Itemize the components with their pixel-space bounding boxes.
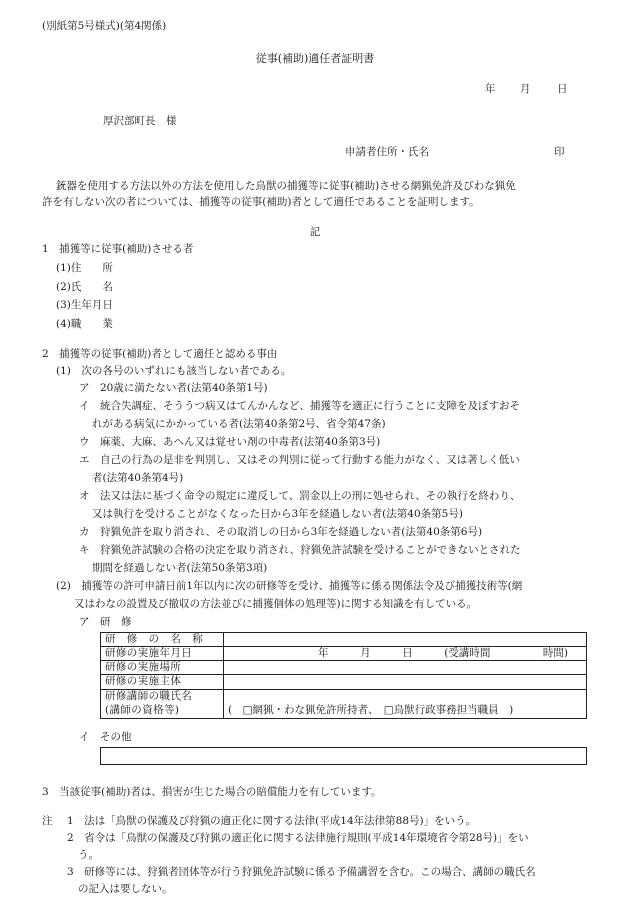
row-label-training-name: 研 修 の 名 称 [101, 633, 224, 647]
ki-heading: 記 [309, 226, 321, 238]
table-row [101, 661, 587, 675]
training-heading: ア 研 修 [79, 616, 132, 628]
criterion-o-line2: 又は執行を受けることがなくなった日から3年を経過しない者(法第40条第5号) [92, 508, 463, 520]
table-row [101, 633, 587, 647]
section-3-text: 3 当該従事(補助)者は、損害が生じた場合の賠償能力を有しています。 [42, 786, 382, 798]
para-2-2-line1: (2) 捕獲等の許可申請日前1年以内に次の研修等を受け、捕獲等に係る関係法令及び捕獲技術等(網 [56, 580, 523, 592]
row-label-training-date: 研修の実施年月日 [101, 647, 224, 661]
training-place-field[interactable] [224, 661, 587, 675]
criterion-a: ア 20歳に満たない者(法第40条第1号) [79, 382, 268, 394]
other-input-box[interactable] [100, 747, 587, 765]
notes-label: 注 [42, 815, 53, 827]
document-title: 従事(補助)適任者証明書 [255, 52, 375, 65]
para-2-2-line2: 又はわなの設置及び撤収の方法並びに捕獲個体の処理等)に関する知識を有している。 [74, 598, 478, 610]
date-year: 年 [485, 83, 496, 95]
criterion-ka: カ 狩猟免許を取り消され、その取消しの日から3年を経過しない者(法第40条第6号) [79, 526, 483, 538]
lecturer-label-line2: (講師の資格等) [105, 703, 180, 716]
lecturer-qualification-options: ( □網猟・わな猟免許所持者、 □鳥獣行政事務担当職員 ) [228, 703, 514, 716]
criterion-i-line1: イ 統合失調症、そううつ病又はてんかんなど、捕獲等を適正に行うことに支障を及ぼすおそ [79, 400, 520, 412]
training-organizer-field[interactable] [224, 675, 587, 689]
table-row [101, 689, 587, 718]
criterion-e-line2: 者(法第40条第4号) [92, 472, 184, 484]
training-date-day: 日 [402, 647, 413, 660]
section-1-heading: 1 捕獲等に従事(補助)させる者 [42, 243, 194, 255]
criterion-ki-line2: 期間を経過しない者(法第50条第3項) [92, 562, 268, 574]
form-number: (別紙第5号様式)(第4関係) [42, 20, 167, 32]
table-row [101, 675, 587, 689]
item-birthdate: (3)生年月日 [56, 299, 113, 311]
lecturer-field[interactable] [224, 689, 587, 718]
applicant-label: 申請者住所・氏名 [345, 146, 429, 158]
note-3-line2: の記入は要しない。 [78, 883, 173, 895]
section-2-heading: 2 捕獲等の従事(補助)者として適任と認める事由 [42, 348, 278, 360]
lecturer-label-line1: 研修講師の職氏名 [105, 690, 193, 703]
row-label-training-place: 研修の実施場所 [101, 661, 224, 675]
training-name-field[interactable] [224, 633, 587, 647]
item-name: (2)氏 名 [56, 281, 113, 293]
training-date-year: 年 [318, 647, 329, 660]
item-address: (1)住 所 [56, 262, 113, 274]
criterion-o-line1: オ 法又は法に基づく命令の規定に違反して、罰金以上の刑に処せられ、その執行を終わり、 [79, 490, 521, 502]
criterion-ki-line1: キ 狩猟免許試験の合格の決定を取り消され、狩猟免許試験を受けることができないとされた [79, 544, 521, 556]
note-1: 1 法は「鳥獣の保護及び狩猟の適正化に関する法律(平成14年法律第88号)」をいう。 [67, 815, 477, 827]
date-day: 日 [557, 83, 568, 95]
addressee: 厚沢部町長 様 [103, 115, 177, 127]
note-3-line1: 3 研修等には、狩猟者団体等が行う狩猟免許試験に係る予備講習を含む。この場合、講師の職氏名 [67, 866, 536, 878]
date-month: 月 [520, 83, 531, 95]
training-table [100, 632, 587, 719]
note-2-line1: 2 省令は「鳥獣の保護及び狩猟の適正化に関する法律施行規則(平成14年環境省令第28号)」をい [67, 832, 529, 844]
row-label-lecturer [101, 689, 224, 718]
note-2-line2: う。 [78, 849, 99, 861]
training-date-month: 月 [360, 647, 371, 660]
row-label-training-organizer: 研修の実施主体 [101, 675, 224, 689]
training-hours: (受講時間 時間) [444, 647, 568, 660]
para-2-1: (1) 次の各号のいずれにも該当しない者である。 [56, 365, 292, 377]
criterion-e-line1: エ 自己の行為の是非を判別し、又はその判別に従って行動する能力がなく、又は著しく低い [79, 454, 520, 466]
criterion-u: ウ 麻薬、大麻、あへん又は覚せい剤の中毒者(法第40条第3号) [79, 436, 381, 448]
criterion-i-line2: れがある病気にかかっている者(法第40条第2号、省令第47条) [92, 418, 386, 430]
seal-mark: 印 [554, 146, 565, 158]
intro-line-2: 許を有しない次の者については、捕獲等の従事(補助)者として適任であることを証明します。 [42, 196, 480, 208]
intro-line-1: 銃器を使用する方法以外の方法を使用した鳥獣の捕獲等に従事(補助)させる網猟免許及びわな猟免 [56, 180, 516, 192]
table-row [101, 647, 587, 661]
item-occupation: (4)職 業 [56, 318, 113, 330]
training-date-field[interactable] [224, 647, 587, 661]
other-heading: イ その他 [79, 731, 132, 743]
